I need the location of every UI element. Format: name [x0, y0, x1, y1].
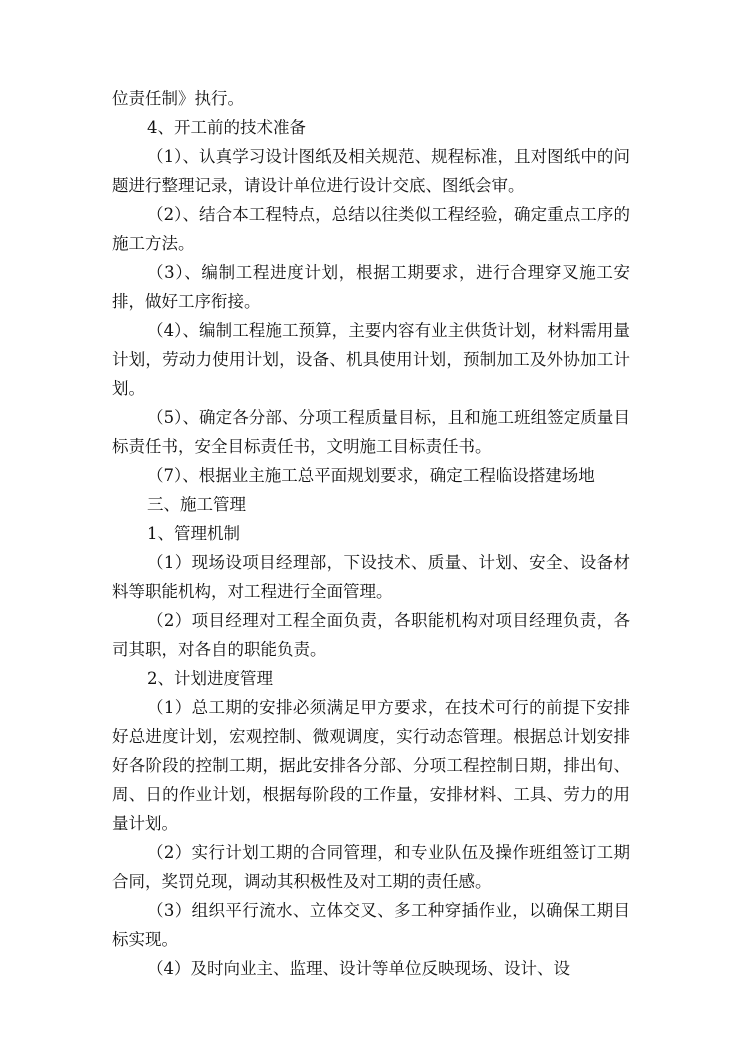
section-heading-management-mechanism: 1、管理机制 — [147, 524, 240, 543]
list-item: （3）组织平行流水、立体交叉、多工种穿插作业，以确保工期目标实现。 — [112, 901, 630, 949]
section-heading-tech-prep: 4、开工前的技术准备 — [147, 118, 306, 137]
list-item: （5）、确定各分部、分项工程质量目标，且和施工班组签定质量目标责任书，安全目标责任书，文明施工目标责任书。 — [112, 408, 630, 456]
list-item: （4）、编制工程施工预算，主要内容有业主供货计划，材料需用量计划，劳动力使用计划，设备、机具使用计划，预制加工及外协加工计划。 — [112, 321, 630, 398]
paragraph-continuation: 位责任制》执行。 — [112, 89, 244, 108]
list-item: （2）项目经理对工程全面负责，各职能机构对项目经理负责，各司其职，对各自的职能负责。 — [112, 611, 630, 659]
section-heading-schedule-management: 2、计划进度管理 — [147, 669, 273, 688]
list-item: （3）、编制工程进度计划，根据工期要求，进行合理穿叉施工安排，做好工序衔接。 — [112, 263, 630, 311]
list-item: （2）、结合本工程特点，总结以往类似工程经验，确定重点工序的施工方法。 — [112, 205, 630, 253]
list-item: （1）总工期的安排必须满足甲方要求，在技术可行的前提下安排好总进度计划，宏观控制、微观调度，实行动态管理。根据总计划安排好各阶段的控制工期，据此安排各分部、分项工程控制日期，排出旬、周、日的作业计划，根据每阶段的工作量，安排材料、工具、劳力的用量计划。 — [112, 698, 630, 833]
list-item: （4）及时向业主、监理、设计等单位反映现场、设计、设 — [147, 959, 570, 978]
chapter-heading-construction-management: 三、施工管理 — [147, 495, 246, 514]
list-item: （7）、根据业主施工总平面规划要求，确定工程临设搭建场地 — [147, 466, 595, 485]
document-body — [112, 84, 630, 983]
list-item: （1）、认真学习设计图纸及相关规范、规程标准，且对图纸中的问题进行整理记录，请设计单位进行设计交底、图纸会审。 — [112, 147, 630, 195]
list-item: （2）实行计划工期的合同管理，和专业队伍及操作班组签订工期合同，奖罚兑现，调动其积极性及对工期的责任感。 — [112, 843, 630, 891]
list-item: （1）现场设项目经理部，下设技术、质量、计划、安全、设备材料等职能机构，对工程进行全面管理。 — [112, 553, 630, 601]
